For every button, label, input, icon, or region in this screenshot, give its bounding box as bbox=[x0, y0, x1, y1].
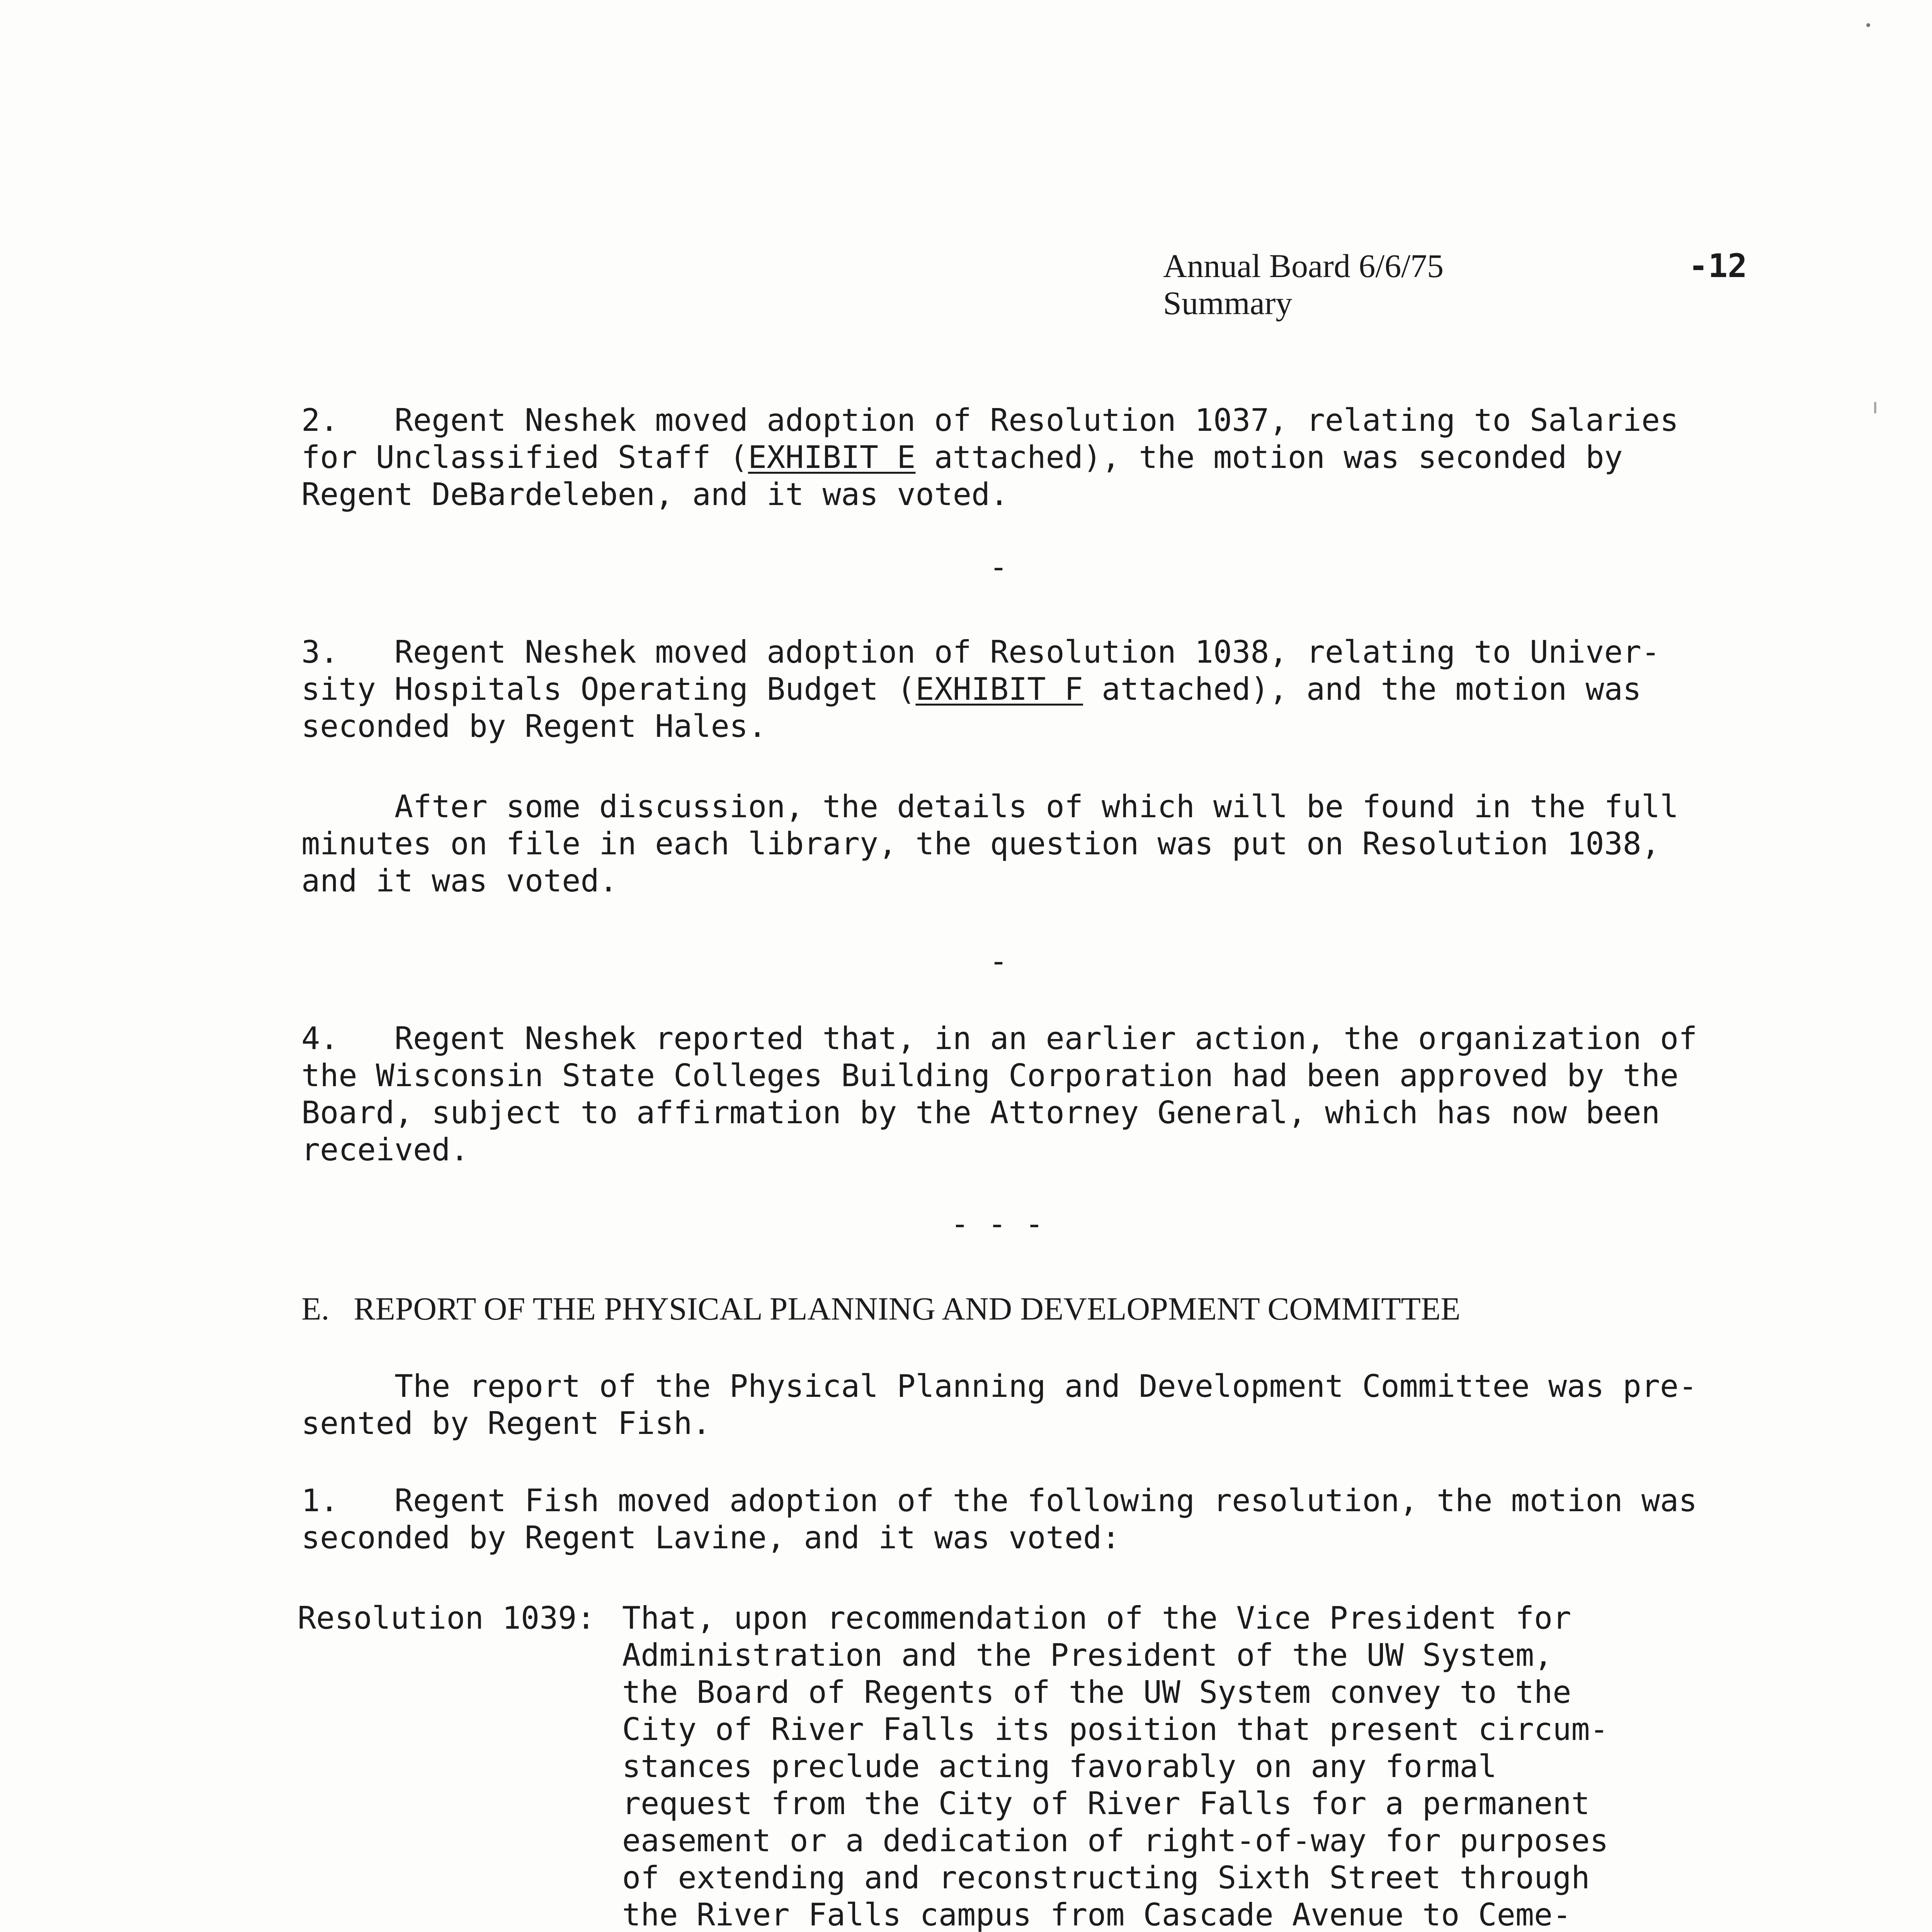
resolution-line-5: stances preclude acting favorably on any formal bbox=[622, 1748, 1497, 1784]
para4-line3: Board, subject to affirmation by the Attorney General, which has now been bbox=[301, 1095, 1660, 1131]
resolution-label: Resolution 1039: bbox=[298, 1600, 595, 1636]
section-e-intro-line2: sented by Regent Fish. bbox=[301, 1405, 711, 1441]
para3-line2-a: sity Hospitals Operating Budget ( bbox=[301, 671, 916, 707]
exhibit-e-ref: EXHIBIT E bbox=[748, 439, 916, 475]
resolution-line-4: City of River Falls its position that present circum- bbox=[622, 1711, 1609, 1747]
scan-speck bbox=[1866, 23, 1870, 27]
separator-1: - bbox=[989, 549, 1008, 585]
scan-speck bbox=[1874, 402, 1876, 413]
resolution-line-3: the Board of Regents of the UW System convey to the bbox=[622, 1674, 1571, 1710]
resolution-line-8: of extending and reconstructing Sixth Street through bbox=[622, 1860, 1590, 1896]
resolution-line-6: request from the City of River Falls for a permanent bbox=[622, 1786, 1590, 1821]
para3b-line2: minutes on file in each library, the question was put on Resolution 1038, bbox=[301, 826, 1660, 862]
section-e-heading: E. REPORT OF THE PHYSICAL PLANNING AND DEVELOPMENT COMMITTEE bbox=[301, 1291, 1461, 1327]
para2-line1: 2. Regent Neshek moved adoption of Resolution 1037, relating to Salaries bbox=[301, 402, 1679, 438]
resolution-line-9: the River Falls campus from Cascade Avenue to Ceme- bbox=[622, 1897, 1571, 1932]
para3-line1: 3. Regent Neshek moved adoption of Resolution 1038, relating to Univer- bbox=[301, 634, 1660, 670]
exhibit-f-ref: EXHIBIT F bbox=[915, 671, 1083, 707]
para2-line3: Regent DeBardeleben, and it was voted. bbox=[301, 476, 1009, 512]
header-title-line1: Annual Board 6/6/75 bbox=[1163, 247, 1444, 284]
para3b-line3: and it was voted. bbox=[301, 863, 618, 899]
para4-line1: 4. Regent Neshek reported that, in an earlier action, the organization of bbox=[301, 1020, 1697, 1056]
para3b-line1: After some discussion, the details of which will be found in the full bbox=[301, 789, 1679, 825]
header-title-line2: Summary bbox=[1163, 284, 1293, 321]
resolution-line-2: Administration and the President of the UW System, bbox=[622, 1637, 1553, 1673]
section-e-intro-line1: The report of the Physical Planning and Development Committee was pre- bbox=[301, 1368, 1697, 1404]
para4-line4: received. bbox=[301, 1132, 469, 1168]
separator-3: - - - bbox=[951, 1206, 1044, 1242]
e1-line2: seconded by Regent Lavine, and it was voted: bbox=[301, 1520, 1121, 1556]
header-page-mark: -12 bbox=[1689, 247, 1747, 285]
para3-line2-b: attached), and the motion was bbox=[1083, 671, 1641, 707]
resolution-line-1: That, upon recommendation of the Vice President for bbox=[622, 1600, 1571, 1636]
para3-line3: seconded by Regent Hales. bbox=[301, 708, 767, 744]
para2-line2 bbox=[301, 439, 1623, 476]
resolution-line-7: easement or a dedication of right-of-way for purposes bbox=[622, 1823, 1609, 1859]
para2-line2-b: attached), the motion was seconded by bbox=[915, 439, 1623, 475]
e1-line1: 1. Regent Fish moved adoption of the following resolution, the motion was bbox=[301, 1483, 1697, 1519]
para3-line2 bbox=[301, 671, 1641, 708]
separator-2: - bbox=[989, 943, 1008, 979]
para2-line2-a: for Unclassified Staff ( bbox=[301, 439, 748, 475]
para4-line2: the Wisconsin State Colleges Building Corporation had been approved by the bbox=[301, 1058, 1679, 1094]
